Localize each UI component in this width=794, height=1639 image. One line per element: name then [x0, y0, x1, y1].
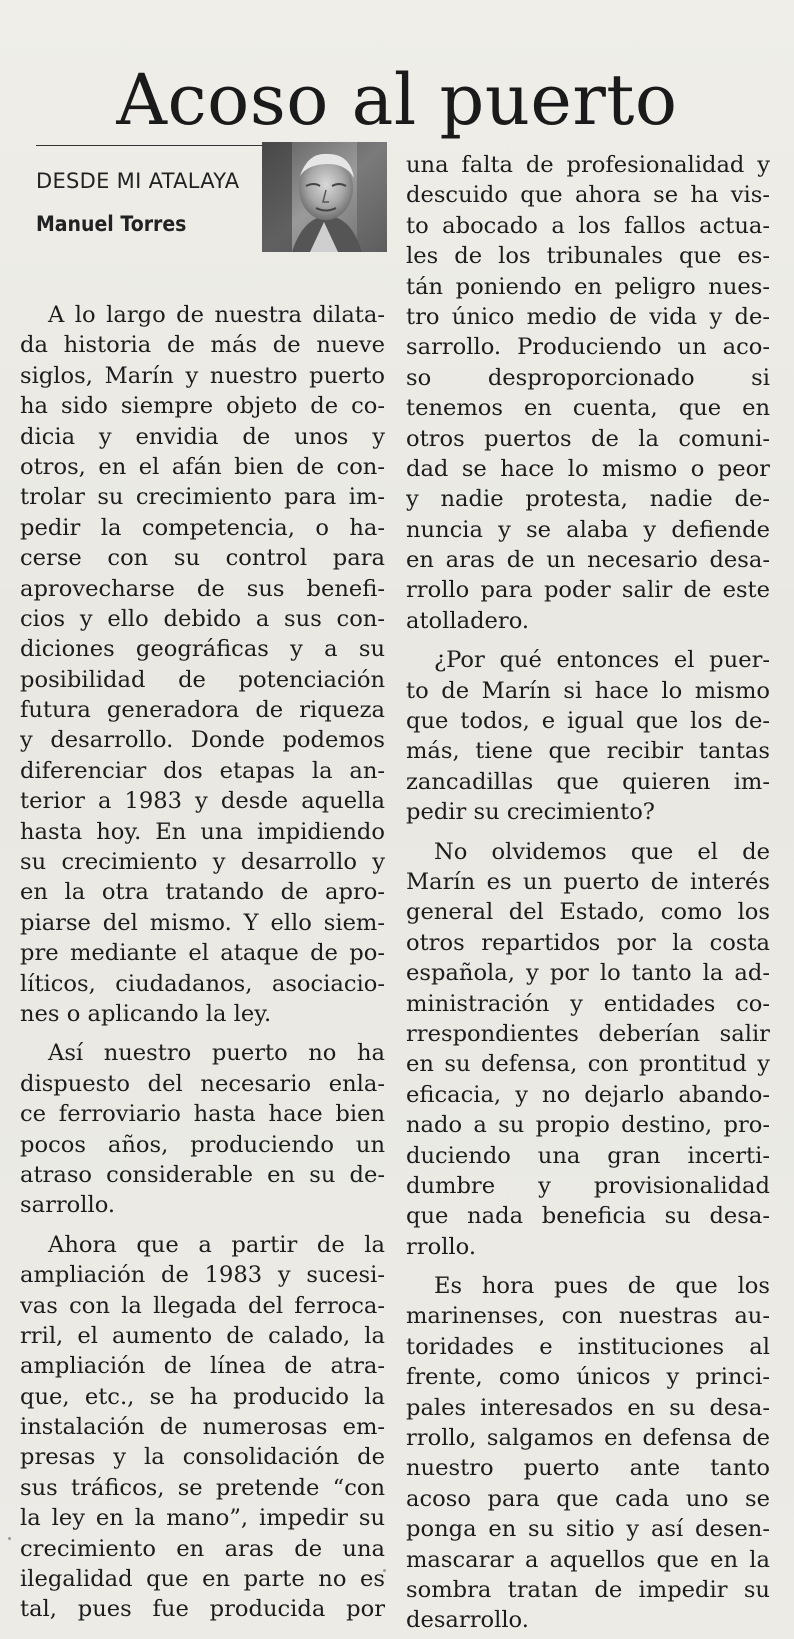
article-text-line: en aras de un necesario desa- [406, 547, 770, 574]
article-text-line: que nada beneficia su desa- [406, 1203, 770, 1230]
article-text-line: dumbre y provisionalidad [406, 1172, 770, 1199]
article-text-line: hasta hoy. En una impidiendo [20, 818, 385, 845]
article-text-line: dicia y envidia de unos y [20, 423, 385, 450]
article-text-line: presas y la consolidación de [20, 1444, 385, 1471]
article-text-line: otros puertos de la comuni- [406, 425, 770, 452]
article-text-line: to de Marín si hace lo mismo [406, 677, 770, 704]
article-text-line: dad se hace lo mismo o peor [406, 455, 770, 482]
article-text-line: crecimiento en aras de una [20, 1535, 385, 1562]
article-text-line: terior a 1983 y desde aquella [20, 788, 385, 815]
article-text-line: ampliación de 1983 y sucesi- [20, 1262, 385, 1289]
article-text-line: rrollo. [406, 1233, 477, 1260]
article-text-line: una falta de profesionalidad y [406, 152, 770, 178]
article-text-line: Marín es un puerto de interés [406, 868, 770, 895]
article-text-line: otros, en el afán bien de con- [20, 453, 385, 480]
print-speck [8, 1537, 11, 1540]
article-text-line: siglos, Marín y nuestro puerto [20, 362, 385, 389]
article-text-line: aprovecharse de sus benefi- [20, 575, 385, 602]
article-text-line: posibilidad de potenciación [20, 666, 385, 693]
article-text-line: Es hora pues de que los [434, 1273, 770, 1300]
article-text-line: rrespondientes deberían salir [406, 1020, 770, 1047]
article-text-line: y desarrollo. Donde podemos [20, 727, 385, 754]
article-text-line: diciones geográficas y a su [20, 636, 385, 663]
article-text-line: instalación de numerosas em- [20, 1414, 385, 1441]
article-text-line: so desproporcionado si [406, 364, 770, 391]
article-text-line: en la otra tratando de apro- [20, 879, 385, 906]
article-text-line: duciendo una gran incerti- [406, 1142, 770, 1169]
article-text-line: nes o aplicando la ley. [20, 1000, 272, 1027]
article-text-line: ministración y entidades co- [406, 990, 770, 1017]
article-text-line: Ahora que a partir de la [48, 1231, 385, 1258]
paragraph-gap [20, 1221, 385, 1230]
author-name: Manuel Torres [36, 212, 187, 236]
article-text-line: descuido que ahora se ha vis- [406, 182, 770, 209]
article-text-line: nuestro puerto ante tanto [406, 1455, 770, 1482]
article-text-line: tro único medio de vida y de- [406, 303, 770, 330]
article-text-line: toridades e instituciones al [406, 1333, 770, 1360]
article-text-line: otros repartidos por la costa [406, 929, 770, 956]
article-text-line: la ley en la mano”, impedir su [20, 1505, 385, 1532]
article-text-line: ilegalidad que en parte no es [20, 1566, 385, 1593]
article-text-line: trolar su crecimiento para im- [20, 484, 385, 511]
article-text-line: cerse con su control para [20, 545, 385, 572]
article-text-line: pre mediante el ataque de po- [20, 940, 385, 967]
article-text-line: tal, pues fue producida por [20, 1596, 385, 1623]
author-portrait-icon [262, 142, 387, 252]
column-section-label: DESDE MI ATALAYA [36, 169, 240, 193]
article-text-line: pedir su crecimiento? [406, 799, 655, 826]
print-speck [383, 1569, 386, 1572]
article-text-line: ampliación de línea de atra- [20, 1353, 385, 1380]
article-text-line: pocos años, produciendo un [20, 1131, 385, 1158]
article-text-line: ¿Por qué entonces el puer- [434, 647, 770, 674]
article-text-line: atraso considerable en su de- [20, 1161, 385, 1188]
article-text-line: líticos, ciudadanos, asociacio- [20, 970, 385, 997]
article-text-line: ponga en su sitio y así desen- [406, 1516, 770, 1543]
article-text-line: No olvidemos que el de [434, 838, 770, 865]
article-text-line: zancadillas que quieren im- [406, 768, 770, 795]
article-text-line: mascarar a aquellos que en la [406, 1546, 770, 1573]
article-text-line: da historia de más de nueve [20, 332, 385, 359]
article-text-line: eficacia, y no dejarlo abando- [406, 1081, 770, 1108]
article-text-line: sombra tratan de impedir su [406, 1576, 770, 1603]
byline-rule [36, 145, 262, 146]
author-photo [262, 142, 387, 252]
paragraph-gap [406, 1262, 770, 1271]
article-text-line: en su defensa, con prontitud y [406, 1051, 770, 1078]
article-text-line: pedir la competencia, o ha- [20, 514, 385, 541]
article-text-line: piarse del mismo. Y ello siem- [20, 909, 385, 936]
article-text-line: atolladero. [406, 607, 530, 634]
article-text-line: rrollo para poder salir de este [406, 577, 770, 604]
article-text-line: Así nuestro puerto no ha [48, 1040, 385, 1067]
article-text-line: ce ferroviario hasta hace bien [20, 1101, 385, 1128]
article-text-line: general del Estado, como los [406, 899, 770, 926]
paragraph-gap [406, 636, 770, 645]
article-text-line: A lo largo de nuestra dilata- [48, 302, 385, 328]
article-text-line: sarrollo. [20, 1192, 116, 1219]
article-text-line: rrollo, salgamos en defensa de [406, 1425, 770, 1452]
article-text-line: dispuesto del necesario enla- [20, 1070, 385, 1097]
article-text-line: su crecimiento y desarrollo y [20, 849, 385, 876]
article-headline: Acoso al puerto [116, 58, 678, 141]
article-text-line: rril, el aumento de calado, la [20, 1322, 385, 1349]
paragraph-gap [406, 828, 770, 837]
article-text-line: y nadie protesta, nadie de- [406, 486, 770, 513]
article-text-line: ha sido siempre objeto de co- [20, 393, 385, 420]
article-text-line: sus tráficos, se pretende “con [20, 1474, 385, 1501]
article-text-line: cios y ello debido a sus con- [20, 605, 385, 632]
article-text-line: acoso para que cada uno se [406, 1485, 770, 1512]
article-text-line: to abocado a los fallos actua- [406, 212, 770, 239]
article-text-line: les de los tribunales que es- [406, 243, 770, 270]
article-column-left [20, 300, 385, 1625]
article-text-line: pales interesados en su desa- [406, 1394, 770, 1421]
article-column-right [406, 150, 770, 1636]
article-text-line: nado a su propio destino, pro- [406, 1112, 770, 1139]
article-text-line: futura generadora de riqueza [20, 697, 385, 724]
article-text-line: sarrollo. Produciendo un aco- [406, 334, 770, 361]
paragraph-gap [20, 1029, 385, 1038]
article-text-line: diferenciar dos etapas la an- [20, 757, 385, 784]
article-text-line: frente, como únicos y princi- [406, 1364, 770, 1391]
article-text-line: vas con la llegada del ferroca- [20, 1292, 385, 1319]
article-text-line: nuncia y se alaba y defiende [406, 516, 770, 543]
article-text-line: que, etc., se ha producido la [20, 1383, 385, 1410]
article-text-line: desarrollo. [406, 1607, 529, 1634]
article-text-line: tenemos en cuenta, que en [406, 395, 770, 422]
article-text-line: que todos, e igual que los de- [406, 708, 770, 735]
article-text-line: tán poniendo en peligro nues- [406, 273, 770, 300]
article-text-line: más, tiene que recibir tantas [406, 738, 770, 765]
article-text-line: española, y por lo tanto la ad- [406, 960, 770, 987]
article-text-line: marinenses, con nuestras au- [406, 1303, 770, 1330]
